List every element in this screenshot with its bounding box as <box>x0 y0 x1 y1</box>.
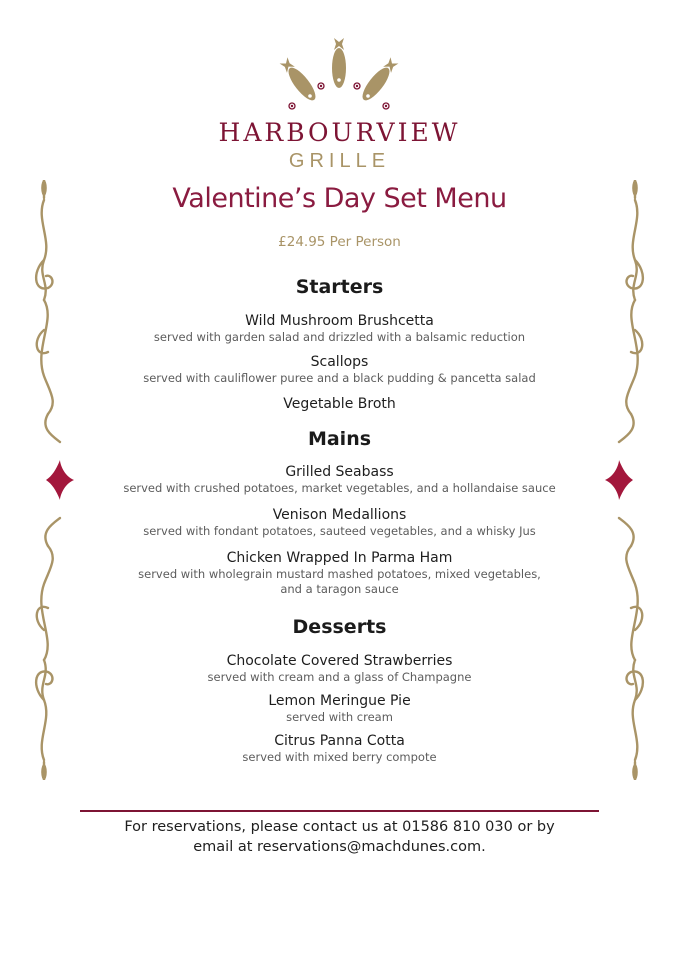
item-name: Chocolate Covered Strawberries <box>226 653 453 669</box>
menu-item <box>120 652 559 685</box>
section-title-starters: Starters <box>295 276 384 298</box>
menu-item <box>120 395 559 413</box>
item-name: Vegetable Broth <box>283 396 396 412</box>
item-description: served with cauliflower puree and a black pudding & pancetta salad <box>143 371 536 385</box>
menu-item <box>120 463 559 496</box>
reservation-text: For reservations, please contact us at 01586 810 030 or by email at reservations@machdunes.com. <box>124 819 555 855</box>
section-title-mains: Mains <box>307 428 372 450</box>
logo <box>0 38 679 178</box>
item-name: Citrus Panna Cotta <box>274 733 405 749</box>
menu-item <box>120 506 559 539</box>
scroll-ornament-icon <box>601 180 649 780</box>
brand-name: HARBOURVIEW <box>218 118 461 147</box>
menu-item <box>120 353 559 386</box>
menu-item <box>120 312 559 345</box>
menu-item <box>120 692 559 725</box>
brand-subtitle: GRILLE <box>288 150 391 172</box>
item-description: served with wholegrain mustard mashed potatoes, mixed vegetables, and a taragon sauce <box>138 567 541 596</box>
section-title-desserts: Desserts <box>292 616 387 638</box>
item-name: Chicken Wrapped In Parma Ham <box>226 550 453 566</box>
item-description: served with cream <box>286 710 393 724</box>
menu-price: £24.95 Per Person <box>278 234 401 250</box>
menu-item <box>120 732 559 765</box>
item-name: Grilled Seabass <box>285 464 394 480</box>
item-name: Scallops <box>310 354 369 370</box>
three-fish-logo-icon <box>270 38 409 114</box>
item-description: served with crushed potatoes, market vegetables, and a hollandaise sauce <box>123 481 556 495</box>
item-description: served with garden salad and drizzled with a balsamic reduction <box>153 330 526 344</box>
footer-divider <box>80 810 599 812</box>
scroll-ornament-icon <box>30 180 78 780</box>
menu-title: Valentine’s Day Set Menu <box>172 183 507 214</box>
item-description: served with mixed berry compote <box>242 750 437 764</box>
item-description: served with fondant potatoes, sauteed vegetables, and a whisky Jus <box>143 524 536 538</box>
item-name: Wild Mushroom Brushcetta <box>245 313 434 329</box>
item-name: Venison Medallions <box>272 507 407 523</box>
item-name: Lemon Meringue Pie <box>268 693 411 709</box>
menu-item <box>120 549 559 597</box>
item-description: served with cream and a glass of Champagne <box>207 670 472 684</box>
